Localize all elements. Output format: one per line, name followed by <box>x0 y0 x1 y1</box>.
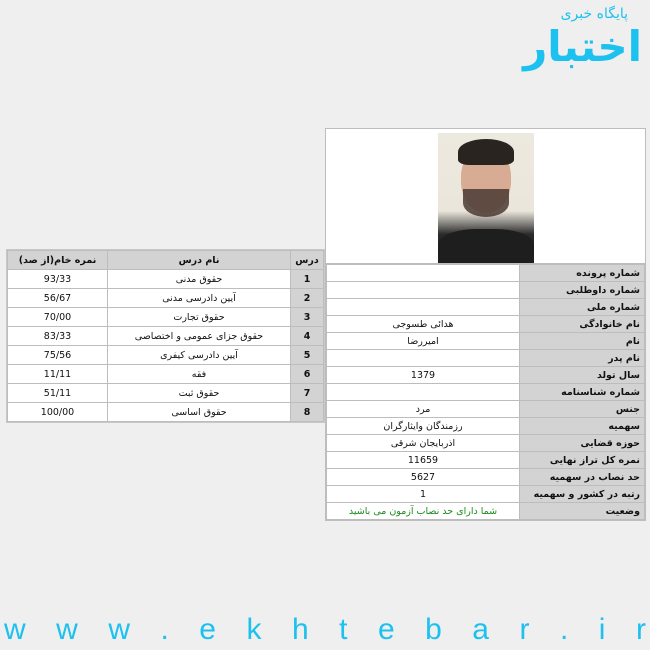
course-score: 51/11 <box>8 384 108 403</box>
course-index: 5 <box>291 346 324 365</box>
info-value <box>327 282 520 299</box>
info-label: جنس <box>520 401 645 418</box>
info-label: نام <box>520 333 645 350</box>
course-row <box>8 365 324 384</box>
course-name: حقوق اساسی <box>108 403 291 422</box>
info-value: 5627 <box>327 469 520 486</box>
info-value: اذربایجان شرقی <box>327 435 520 452</box>
photo-shirt <box>438 229 534 263</box>
info-label: حد نصاب در سهمیه <box>520 469 645 486</box>
course-index: 2 <box>291 289 324 308</box>
photo-beard <box>463 189 509 217</box>
courses-header-row <box>8 251 324 270</box>
course-score: 83/33 <box>8 327 108 346</box>
course-name: آیین دادرسی مدنی <box>108 289 291 308</box>
course-row <box>8 346 324 365</box>
info-row <box>327 333 645 350</box>
logo-subtitle: پایگاه خبری <box>560 6 628 22</box>
info-label: شماره داوطلبی <box>520 282 645 299</box>
info-value: 1379 <box>327 367 520 384</box>
course-row <box>8 327 324 346</box>
info-value: امیررضا <box>327 333 520 350</box>
info-value <box>327 384 520 401</box>
course-index: 6 <box>291 365 324 384</box>
info-label: رتبه در کشور و سهمیه <box>520 486 645 503</box>
course-name: فقه <box>108 365 291 384</box>
candidate-photo <box>438 133 534 263</box>
footer-char: h <box>291 613 309 646</box>
photo-hair <box>458 139 514 165</box>
info-value: رزمندگان وایثارگران <box>327 418 520 435</box>
site-url-footer <box>0 612 650 648</box>
candidate-card <box>325 128 646 521</box>
info-label: وضعیت <box>520 503 645 520</box>
course-name: حقوق جزای عمومی و اختصاصی <box>108 327 291 346</box>
info-row <box>327 503 645 520</box>
header-score: نمره خام(از صد) <box>8 251 108 270</box>
info-value: 1 <box>327 486 520 503</box>
footer-char: t <box>339 613 348 646</box>
course-score: 11/11 <box>8 365 108 384</box>
info-label: شماره ملی <box>520 299 645 316</box>
candidate-info-table <box>326 264 645 520</box>
footer-char: a <box>472 613 489 646</box>
info-label: سهمیه <box>520 418 645 435</box>
course-score: 70/00 <box>8 308 108 327</box>
course-name: آیین دادرسی کیفری <box>108 346 291 365</box>
courses-table <box>7 250 324 422</box>
course-row <box>8 289 324 308</box>
info-label: شماره شناسنامه <box>520 384 645 401</box>
footer-char: b <box>425 613 442 646</box>
course-index: 8 <box>291 403 324 422</box>
info-row <box>327 435 645 452</box>
info-value <box>327 299 520 316</box>
course-row <box>8 403 324 422</box>
info-value: شما دارای حد نصاب آزمون می باشید <box>327 503 520 520</box>
footer-char: i <box>598 613 606 646</box>
info-row <box>327 418 645 435</box>
info-value <box>327 350 520 367</box>
footer-char: w <box>108 613 130 646</box>
info-label: نمره کل تراز نهایی <box>520 452 645 469</box>
footer-char: . <box>559 613 569 646</box>
header-index: درس <box>291 251 324 270</box>
info-label: نام خانوادگی <box>520 316 645 333</box>
course-score: 93/33 <box>8 270 108 289</box>
footer-char: . <box>160 613 169 646</box>
course-score: 56/67 <box>8 289 108 308</box>
info-label: شماره پرونده <box>520 265 645 282</box>
course-row <box>8 308 324 327</box>
course-name: حقوق ثبت <box>108 384 291 403</box>
info-value <box>327 265 520 282</box>
footer-char: r <box>519 613 530 646</box>
course-index: 4 <box>291 327 324 346</box>
footer-char: e <box>199 613 216 646</box>
photo-row <box>326 129 645 264</box>
logo-title: اختبار <box>523 22 642 71</box>
course-index: 3 <box>291 308 324 327</box>
course-row <box>8 270 324 289</box>
info-label: سال تولد <box>520 367 645 384</box>
info-row <box>327 350 645 367</box>
info-row <box>327 367 645 384</box>
info-row <box>327 486 645 503</box>
info-label: حوزه قضایی <box>520 435 645 452</box>
course-row <box>8 384 324 403</box>
info-value: مرد <box>327 401 520 418</box>
info-value: 11659 <box>327 452 520 469</box>
info-row <box>327 265 645 282</box>
info-row <box>327 299 645 316</box>
footer-char: r <box>635 613 646 646</box>
course-index: 1 <box>291 270 324 289</box>
footer-char: w <box>4 613 26 646</box>
info-row <box>327 316 645 333</box>
course-name: حقوق تجارت <box>108 308 291 327</box>
site-logo <box>522 6 642 84</box>
info-value: هدائی طسوجی <box>327 316 520 333</box>
info-row <box>327 452 645 469</box>
header-name: نام درس <box>108 251 291 270</box>
info-row <box>327 384 645 401</box>
courses-panel <box>6 249 325 423</box>
info-label: نام پدر <box>520 350 645 367</box>
footer-char: e <box>377 613 395 646</box>
info-row <box>327 401 645 418</box>
info-row <box>327 469 645 486</box>
footer-char: w <box>56 613 78 646</box>
course-name: حقوق مدنی <box>108 270 291 289</box>
info-row <box>327 282 645 299</box>
course-score: 100/00 <box>8 403 108 422</box>
footer-char: k <box>246 613 262 646</box>
course-index: 7 <box>291 384 324 403</box>
course-score: 75/56 <box>8 346 108 365</box>
